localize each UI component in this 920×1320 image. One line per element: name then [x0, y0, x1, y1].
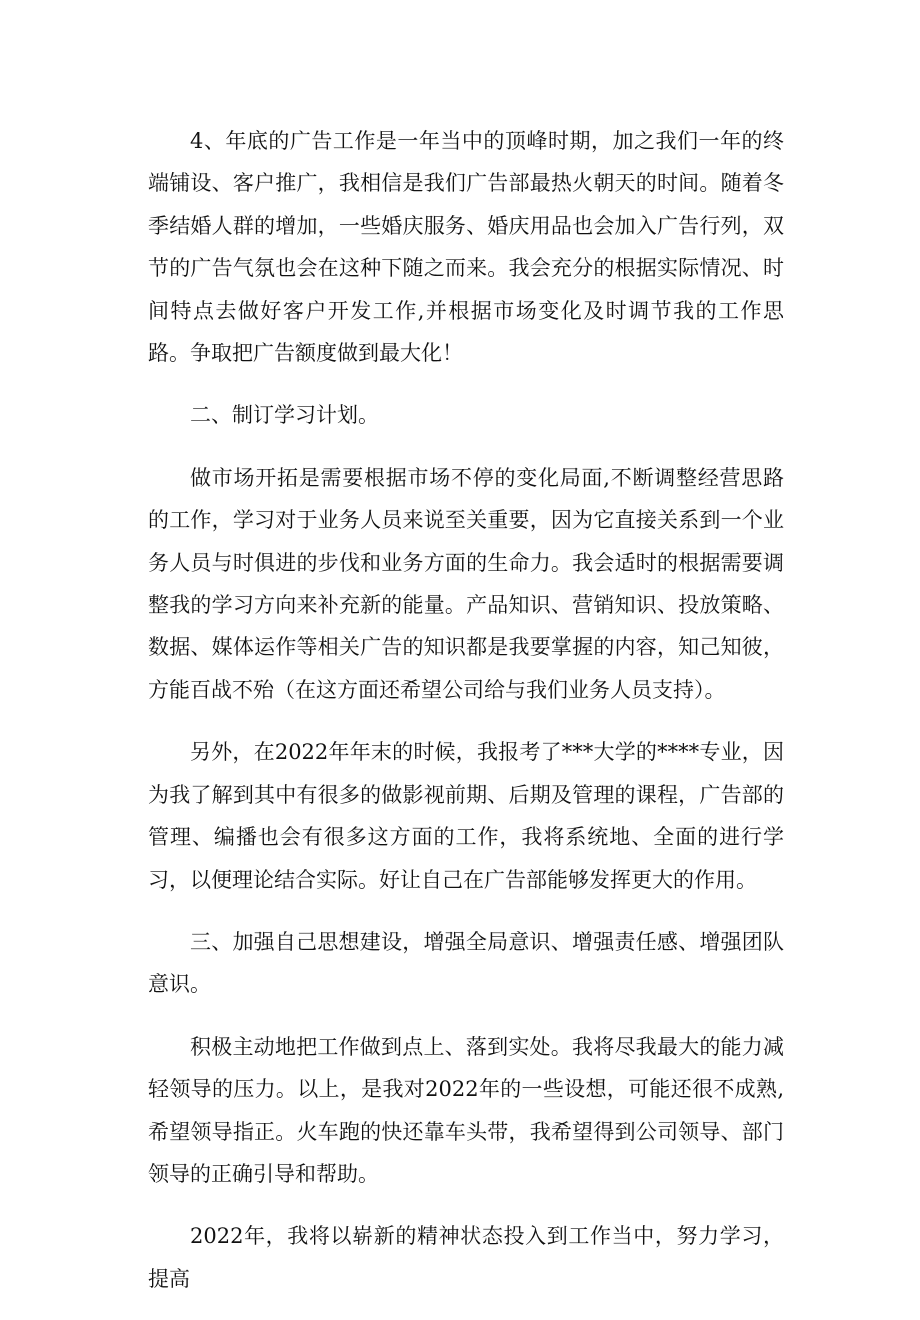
paragraph-year-end-advertising: 4、年底的广告工作是一年当中的顶峰时期，加之我们一年的终端铺设、客户推广，我相信是我们广告部最热火朝天的时间。随着冬季结婚人群的增加，一些婚庆服务、婚庆用品也会加入广告行列，双节的广告气氛也会在这种下随之而来。我会充分的根据实际情况、时间特点去做好客户开发工作,并根据市场变化及时调节我的工作思路。争取把广告额度做到最大化！: [148, 129, 784, 366]
section-heading-study-plan: 二、制订学习计划。: [190, 403, 379, 428]
document-body: [148, 120, 784, 1320]
paragraph-university-enrollment: 另外，在2022年年末的时候，我报考了***大学的****专业，因为我了解到其中有很多的做影视前期、后期及管理的课程，广告部的管理、编播也会有很多这方面的工作，我将系统地、全面的进行学习，以便理论结合实际。好让自己在广告部能够发挥更大的作用。: [148, 740, 784, 892]
paragraph-market-study: 做市场开拓是需要根据市场不停的变化局面,不断调整经营思路的工作，学习对于业务人员来说至关重要，因为它直接关系到一个业务人员与时俱进的步伐和业务方面的生命力。我会适时的根据需要调整我的学习方向来补充新的能量。产品知识、营销知识、投放策略、数据、媒体运作等相关广告的知识都是我要掌握的内容，知己知彼，方能百战不殆（在这方面还希望公司给与我们业务人员支持）。: [148, 465, 784, 702]
paragraph-proactive-work: 积极主动地把工作做到点上、落到实处。我将尽我最大的能力减轻领导的压力。以上，是我对2022年的一些设想，可能还很不成熟,希望领导指正。火车跑的快还靠车头带，我希望得到公司领导、部门领导的正确引导和帮助。: [148, 1034, 784, 1186]
section-heading-ideology: 三、加强自己思想建设，增强全局意识、增强责任感、增强团队意识。: [148, 929, 784, 997]
paragraph-2022-outlook: 2022年，我将以崭新的精神状态投入到工作当中，努力学习，提高: [148, 1224, 784, 1291]
